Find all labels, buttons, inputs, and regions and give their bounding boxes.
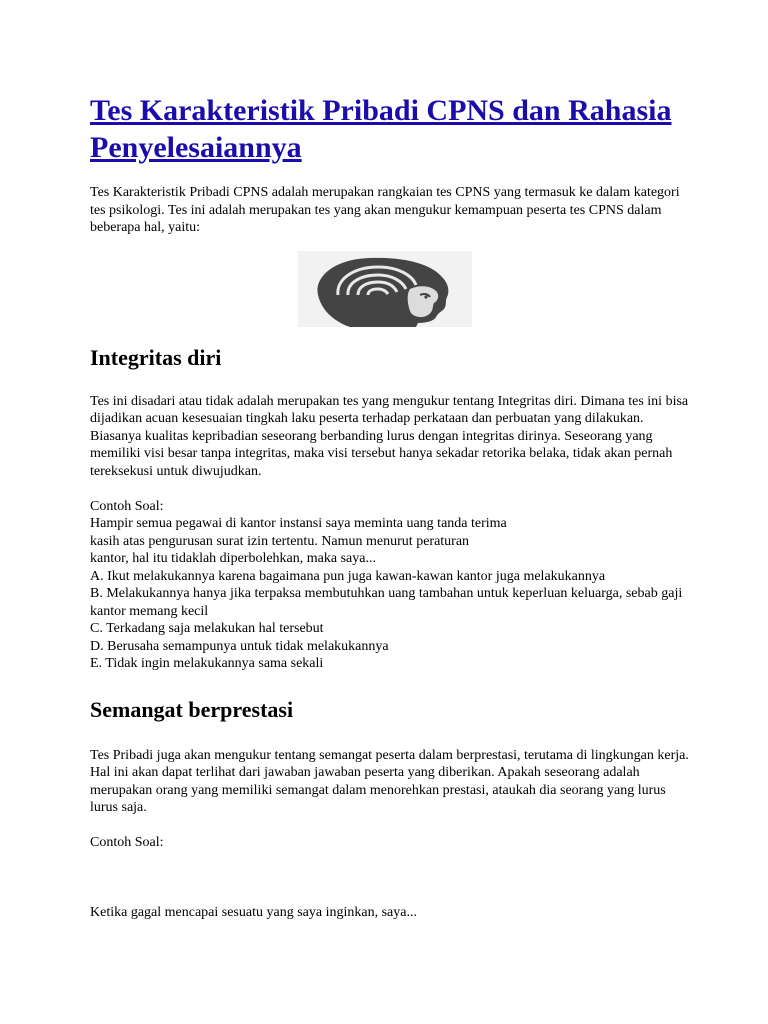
section-paragraph-integritas: Tes ini disadari atau tidak adalah merupakan tes yang mengukur tentang Integritas diri. Dimana tes ini bisa dijadikan acuan kesesuaian tingkah laku peserta terhadap perkataan dan perbuatan yang dilakukan. Biasanya kualitas kepribadian seseorang berbanding lurus dengan integritas dirinya. Seseorang yang memiliki visi besar tanpa integritas, maka visi tersebut hanya sekadar retorika belaka, tidak akan pernah tereksekusi untuk diwujudkan. [90, 393, 689, 479]
answer-option-b: B. Melakukannya hanya jika terpaksa membutuhkan uang tambahan untuk keperluan keluarga, sebab gaji kantor memang kecil [90, 586, 683, 619]
question-line: kantor, hal itu tidaklah diperbolehkan, maka saya... [90, 551, 376, 566]
article [90, 92, 690, 921]
answer-option-e: E. Tidak ingin melakukannya sama sekali [90, 656, 324, 671]
question-line: Hampir semua pegawai di kantor instansi saya meminta uang tanda terima [90, 516, 507, 531]
question-line: kasih atas pengurusan surat izin tertentu. Namun menurut peraturan [90, 533, 470, 549]
section-heading-integritas: Integritas diri [90, 344, 222, 370]
intro-paragraph: Tes Karakteristik Pribadi CPNS adalah merupakan rangkaian tes CPNS yang termasuk ke dalam kategori tes psikologi. Tes ini adalah merupakan tes yang akan mengukur kemampuan peserta tes CPNS dalam beberapa hal, yaitu: [90, 185, 680, 235]
answer-option-d: D. Berusaha semampunya untuk tidak melakukannya [90, 638, 389, 654]
answer-option-c: C. Terkadang saja melakukan hal tersebut [90, 621, 324, 636]
example-label: Contoh Soal: [90, 498, 164, 514]
head-profile-brain-icon [298, 251, 472, 327]
example-label: Contoh Soal: [90, 835, 164, 850]
answer-option-a: A. Ikut melakukannya karena bagaimana pun juga kawan-kawan kantor juga melakukannya [90, 568, 606, 584]
title-link[interactable]: Tes Karakteristik Pribadi CPNS dan Rahasia Penyelesaiannya [90, 94, 672, 164]
example-question-block [90, 498, 690, 673]
question-text: Ketika gagal mencapai sesuatu yang saya inginkan, saya... [90, 904, 417, 920]
section-paragraph-semangat: Tes Pribadi juga akan mengukur tentang semangat peserta dalam berprestasi, terutama di lingkungan kerja. Hal ini akan dapat terlihat dari jawaban jawaban peserta yang diberikan. Apakah seseorang adalah merupakan orang yang memiliki semangat dalam menorehkan prestasi, ataukah dia seorang yang lurus lurus saja. [90, 747, 689, 815]
head-illustration [298, 251, 472, 327]
section-heading-semangat: Semangat berprestasi [90, 696, 294, 722]
page-title [90, 92, 690, 166]
